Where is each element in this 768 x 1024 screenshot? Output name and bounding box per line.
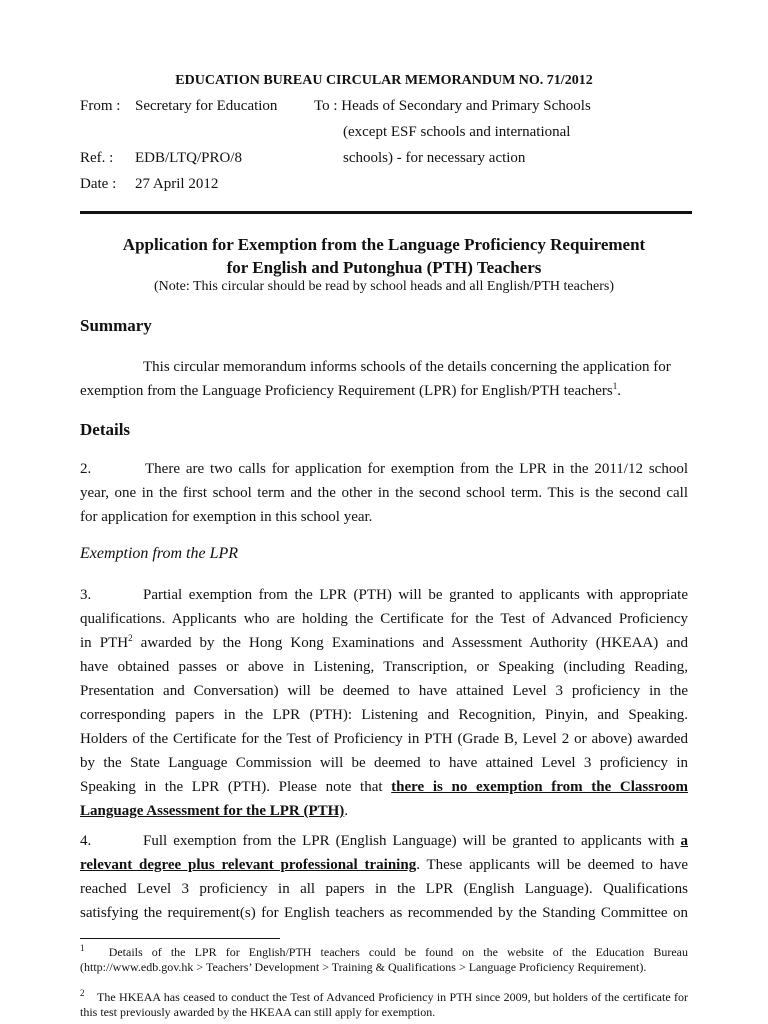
para3-line-7: Holders of the Certificate for the Test of Proficiency in PTH (Grade B, Level 2 or above) awarded <box>80 731 688 747</box>
para3-number: 3. <box>80 587 92 603</box>
para3-line-10: Language Assessment for the LPR (PTH). <box>80 803 349 819</box>
emphasis-no-exemption: there is no exemption from the Classroom <box>391 779 688 795</box>
para2-number: 2. <box>80 461 92 477</box>
date-label: Date : <box>80 176 117 192</box>
doc-note: (Note: This circular should be read by school heads and all English/PTH teachers) <box>153 279 615 294</box>
footnote-ref-2: 2 <box>128 633 133 643</box>
summary-heading: Summary <box>80 316 152 335</box>
date-value: 27 April 2012 <box>135 176 219 192</box>
para3-line-9: Speaking in the LPR (PTH). Please note that there is no exemption from the Classroom <box>80 779 688 795</box>
emphasis-classroom-assessment: Language Assessment for the LPR (PTH) <box>80 803 345 819</box>
footnote-divider <box>80 938 280 939</box>
to-line-2: (except ESF schools and international <box>343 124 571 140</box>
footnote-1-marker: 1 <box>80 943 85 953</box>
doc-title-line-2: for English and Putonghua (PTH) Teachers <box>226 258 542 277</box>
para3-line-3: in PTH$^2$ awarded by the Hong Kong Examinations and Assessment Authority (HKEAA) and <box>80 633 688 651</box>
summary-line-2: exemption from the Language Proficiency Requirement (LPR) for English/PTH teachers$^1$. <box>80 381 622 399</box>
para4-line-3: reached Level 3 proficiency in all papers in the LPR (English Language). Qualifications <box>80 881 688 897</box>
para3-line-1: Partial exemption from the LPR (PTH) will be granted to applicants with appropriate <box>143 587 688 603</box>
ref-value: EDB/LTQ/PRO/8 <box>135 150 242 166</box>
memo-title: EDUCATION BUREAU CIRCULAR MEMORANDUM NO. 71/2012 <box>175 73 593 88</box>
emphasis-relevant-degree: relevant degree plus relevant professional training <box>80 857 417 873</box>
to-line-3: schools) - for necessary action <box>343 150 526 166</box>
emphasis-a: a <box>680 833 688 849</box>
para2-line-3: for application for exemption in this school year. <box>80 509 373 525</box>
to-line-1: To : Heads of Secondary and Primary Schools <box>314 98 591 114</box>
para2-line-1: There are two calls for application for exemption from the LPR in the 2011/12 school <box>145 461 688 477</box>
footnote-ref-1: 1 <box>612 381 618 391</box>
para3-line-6: corresponding papers in the LPR (PTH): Listening and Recognition, Pinyin, and Speaking. <box>80 707 688 723</box>
header-divider <box>80 211 692 214</box>
footnote-1: $^1$ Details of the LPR for English/PTH teachers could be found on the website of the Education Bureau (http://www.edb.gov.hk > Teachers’ Development > Training & Qualifications > Language Proficiency Requirement). <box>80 943 688 974</box>
from-value: Secretary for Education <box>135 98 278 114</box>
para4-line-1: Full exemption from the LPR (English Language) will be granted to applicants with a <box>143 833 688 849</box>
footnote-2: $^2$ The HKEAA has ceased to conduct the Test of Advanced Proficiency in PTH since 2009, but holders of the certificate for this test previously awarded by the HKEAA can still apply for exemption. <box>80 988 689 1019</box>
from-label: From : <box>80 98 121 114</box>
ref-label: Ref. : <box>80 150 114 166</box>
para4-line-4: satisfying the requirement(s) for English teachers as recommended by the Standing Committee on <box>80 905 688 921</box>
summary-line-1: This circular memorandum informs schools of the details concerning the application for <box>143 359 671 375</box>
exemption-subheading: Exemption from the LPR <box>80 545 239 562</box>
para4-line-2: relevant degree plus relevant professional training. These applicants will be deemed to have <box>80 857 688 873</box>
para3-line-5: Presentation and Conversation) will be deemed to have attained Level 3 proficiency in the <box>80 683 688 699</box>
para2-line-2: year, one in the first school term and the other in the second school term. This is the second call <box>80 485 688 501</box>
details-heading: Details <box>80 420 131 439</box>
para4-number: 4. <box>80 833 92 849</box>
para3-line-4: have obtained passes or above in Listening, Transcription, or Speaking (including Reading, <box>80 659 688 675</box>
doc-title-line-1: Application for Exemption from the Language Proficiency Requirement <box>122 235 646 254</box>
para3-line-2: qualifications. Applicants who are holding the Certificate for the Test of Advanced Proficiency <box>80 611 688 627</box>
para3-line-8: by the State Language Commission will be deemed to have attained Level 3 proficiency in <box>80 755 688 771</box>
footnote-2-marker: 2 <box>80 988 85 998</box>
